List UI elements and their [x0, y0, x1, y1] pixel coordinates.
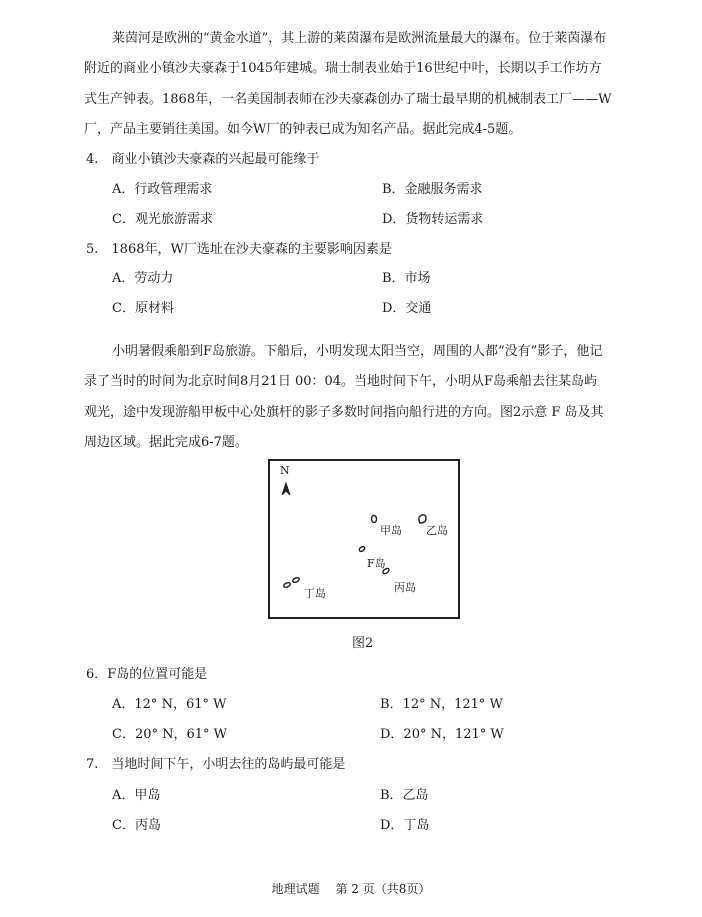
option-a[interactable]: A．12° N，61° W [112, 697, 227, 712]
figure-caption: 图2 [352, 636, 374, 651]
option-a[interactable]: A．劳动力 [112, 271, 174, 286]
island-f-shape [358, 546, 365, 553]
option-c[interactable]: C．丙岛 [112, 818, 161, 833]
option-c[interactable]: C．观光旅游需求 [112, 212, 213, 227]
north-arrow-icon [282, 483, 290, 495]
option-b[interactable]: B．市场 [382, 271, 431, 286]
question-stem: 6．F岛的位置可能是 [86, 667, 208, 682]
island-ding-shape [283, 577, 300, 589]
passage-1-line: 附近的商业小镇沙夫豪森于1045年建城。瑞士制表业始于16世纪中叶，长期以手工作坊方 [84, 61, 602, 76]
question-stem: 4. 商业小镇沙夫豪森的兴起最可能缘于 [86, 152, 320, 167]
page-footer [0, 880, 702, 897]
island-jia-shape [372, 516, 377, 523]
option-c[interactable]: C．20° N，61° W [112, 727, 228, 742]
passage-1-line: 式生产钟表。1868年，一名美国制表师在沙夫豪森创办了瑞士最早期的机械制表工厂——W [84, 92, 612, 107]
option-c[interactable]: C．原材料 [112, 301, 174, 316]
option-d[interactable]: D．20° N，121° W [380, 727, 504, 742]
island-label-bing: 丙岛 [394, 581, 416, 594]
island-label-f: F岛 [367, 557, 386, 570]
figure-2-map [268, 459, 460, 619]
passage-1-line: 莱茵河是欧洲的“黄金水道”，其上游的莱茵瀑布是欧洲流量最大的瀑布。位于莱茵瀑布 [112, 31, 607, 46]
option-b[interactable]: B．乙岛 [380, 788, 429, 803]
passage-2-line: 录了当时的时间为北京时间8月21日 00：04。当地时间下午，小明从F岛乘船去往某岛屿 [84, 374, 598, 389]
north-label: N [280, 464, 290, 477]
footer-page-number: 第 2 页（共8页） [335, 882, 431, 896]
option-b[interactable]: B．金融服务需求 [382, 182, 483, 197]
question-stem: 7. 当地时间下午，小明去往的岛屿最可能是 [86, 757, 346, 772]
map-drawing [270, 461, 458, 617]
option-a[interactable]: A．甲岛 [112, 788, 161, 803]
island-label-jia: 甲岛 [380, 524, 402, 537]
question-stem: 5. 1868年，W厂选址在沙夫豪森的主要影响因素是 [86, 242, 392, 257]
option-a[interactable]: A．行政管理需求 [112, 182, 213, 197]
island-label-yi: 乙岛 [426, 524, 448, 537]
passage-2-line: 观光，途中发现游船甲板中心处旗杆的影子多数时间指向船行进的方向。图2示意 F 岛及其 [84, 405, 604, 420]
option-d[interactable]: D．丁岛 [380, 818, 430, 833]
option-d[interactable]: D．交通 [382, 301, 432, 316]
option-b[interactable]: B．12° N，121° W [380, 697, 503, 712]
passage-2-line: 周边区域。据此完成6-7题。 [84, 435, 248, 450]
option-d[interactable]: D．货物转运需求 [382, 212, 484, 227]
island-label-ding: 丁岛 [304, 587, 326, 600]
island-yi-shape [419, 515, 426, 523]
passage-2-line: 小明暑假乘船到F岛旅游。下船后，小明发现太阳当空，周围的人都“没有”影子，他记 [112, 344, 603, 359]
footer-subject: 地理试题 [271, 882, 320, 896]
passage-1-line: 厂，产品主要销往美国。如今W厂的钟表已成为知名产品。据此完成4-5题。 [84, 122, 522, 137]
